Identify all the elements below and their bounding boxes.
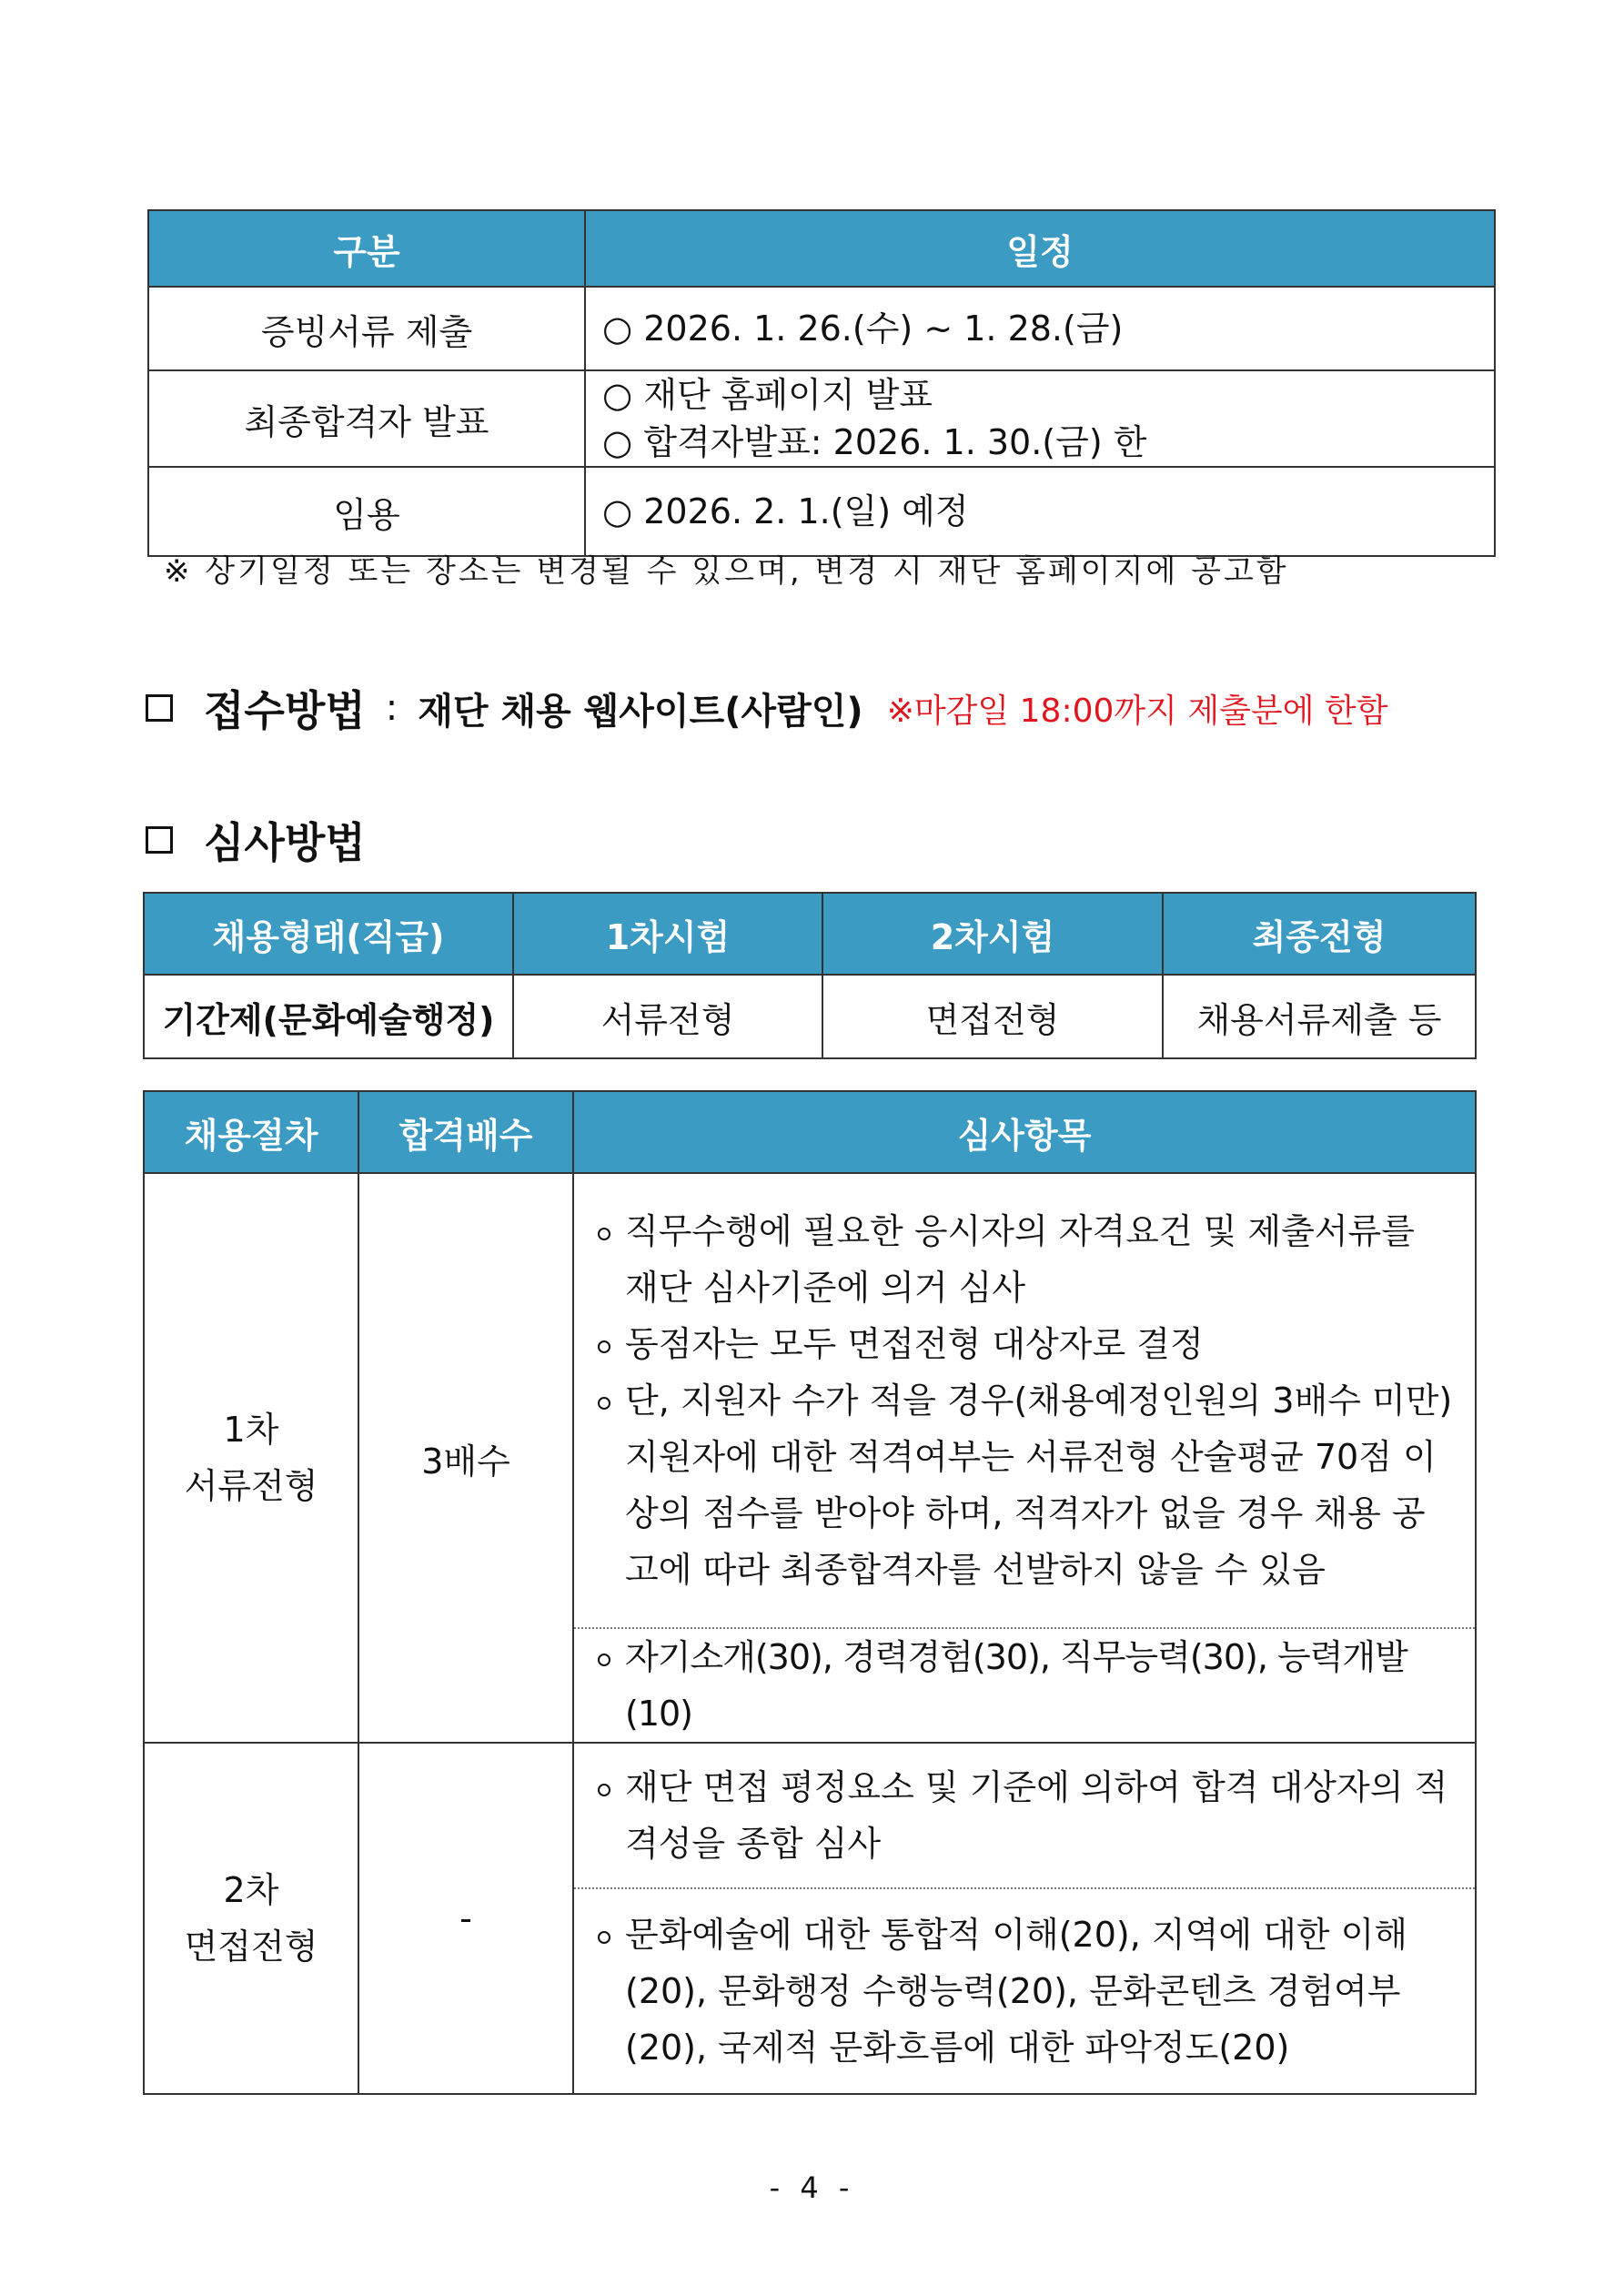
schedule-row-value bbox=[585, 467, 1495, 556]
deadline-note: ※마감일 18:00까지 제출분에 한함 bbox=[886, 692, 1388, 730]
type-cell: 면접전형 bbox=[822, 975, 1163, 1058]
schedule-value-line: ○ 합격자발표: 2026. 1. 30.(금) 한 bbox=[602, 422, 1147, 462]
criteria-cell bbox=[573, 1173, 1476, 1628]
criteria-item: 직무수행에 필요한 응시자의 자격요건 및 제출서류를 재단 심사기준에 의거 심사 bbox=[598, 1203, 1458, 1316]
schedule-table bbox=[147, 209, 1496, 557]
schedule-header-date: 일정 bbox=[585, 210, 1495, 287]
screening-process-table bbox=[143, 1090, 1477, 2095]
type-cell: 채용서류제출 등 bbox=[1163, 975, 1476, 1058]
schedule-value-line: ○ 2026. 2. 1.(일) 예정 bbox=[602, 491, 969, 531]
scoring-item: 자기소개(30), 경력경험(30), 직무능력(30), 능력개발(10) bbox=[598, 1629, 1458, 1742]
screening-title: 심사방법 bbox=[204, 818, 366, 867]
criteria-item: 단, 지원자 수가 적을 경우(채용예정인원의 3배수 미만) 지원자에 대한 적격여부는 서류전형 산술평균 70점 이상의 점수를 받아야 하며, 적격자가 없을 경우 채용 공고에 따라 최종합격자를 선발하지 않을 수 있음 bbox=[598, 1372, 1458, 1598]
application-title: 접수방법 bbox=[204, 686, 366, 735]
type-header: 채용형태(직급) bbox=[144, 893, 513, 975]
application-separator: : bbox=[385, 687, 398, 729]
stage-cell: 1차 서류전형 bbox=[144, 1173, 358, 1743]
process-header: 채용절차 bbox=[144, 1091, 358, 1173]
type-cell: 서류전형 bbox=[513, 975, 822, 1058]
schedule-row-label: 증빙서류 제출 bbox=[148, 287, 585, 370]
table-row bbox=[148, 467, 1495, 556]
type-cell: 기간제(문화예술행정) bbox=[144, 975, 513, 1058]
schedule-note: ※ 상기일정 또는 장소는 변경될 수 있으며, 변경 시 재단 홈페이지에 공고함 bbox=[164, 553, 1289, 590]
scoring-item: 문화예술에 대한 통합적 이해(20), 지역에 대한 이해(20), 문화행정 수행능력(20), 문화콘텐츠 경험여부(20), 국제적 문화흐름에 대한 파악정도(20) bbox=[598, 1907, 1458, 2076]
checkbox-square-icon bbox=[146, 826, 173, 854]
screening-heading bbox=[146, 810, 366, 870]
schedule-value-line: ○ 2026. 1. 26.(수) ~ 1. 28.(금) bbox=[602, 308, 1124, 349]
process-header: 심사항목 bbox=[573, 1091, 1476, 1173]
scoring-cell bbox=[573, 1888, 1476, 2094]
schedule-row-value bbox=[585, 370, 1495, 467]
table-row bbox=[148, 287, 1495, 370]
schedule-row-label: 임용 bbox=[148, 467, 585, 556]
application-method: 재단 채용 웹사이트(사람인) bbox=[418, 690, 863, 733]
criteria-item: 재단 면접 평정요소 및 기준에 의하여 합격 대상자의 적격성을 종합 심사 bbox=[598, 1759, 1458, 1872]
table-row bbox=[144, 975, 1476, 1058]
multiplier-cell: - bbox=[358, 1743, 573, 2094]
schedule-header-category: 구분 bbox=[148, 210, 585, 287]
table-row bbox=[144, 1173, 1476, 1628]
process-header: 합격배수 bbox=[358, 1091, 573, 1173]
type-header: 최종전형 bbox=[1163, 893, 1476, 975]
application-heading bbox=[146, 678, 1387, 738]
employment-type-table bbox=[143, 892, 1477, 1059]
type-header: 2차시험 bbox=[822, 893, 1163, 975]
schedule-row-value bbox=[585, 287, 1495, 370]
multiplier-cell: 3배수 bbox=[358, 1173, 573, 1743]
table-row bbox=[144, 1743, 1476, 1888]
schedule-row-label: 최종합격자 발표 bbox=[148, 370, 585, 467]
criteria-cell bbox=[573, 1743, 1476, 1888]
scoring-cell bbox=[573, 1628, 1476, 1743]
schedule-value-line: ○ 재단 홈페이지 발표 bbox=[602, 375, 933, 415]
criteria-item: 동점자는 모두 면접전형 대상자로 결정 bbox=[598, 1316, 1458, 1372]
checkbox-square-icon bbox=[146, 694, 173, 722]
table-row bbox=[148, 370, 1495, 467]
type-header: 1차시험 bbox=[513, 893, 822, 975]
page-number: - 4 - bbox=[769, 2170, 855, 2205]
stage-cell: 2차 면접전형 bbox=[144, 1743, 358, 2094]
